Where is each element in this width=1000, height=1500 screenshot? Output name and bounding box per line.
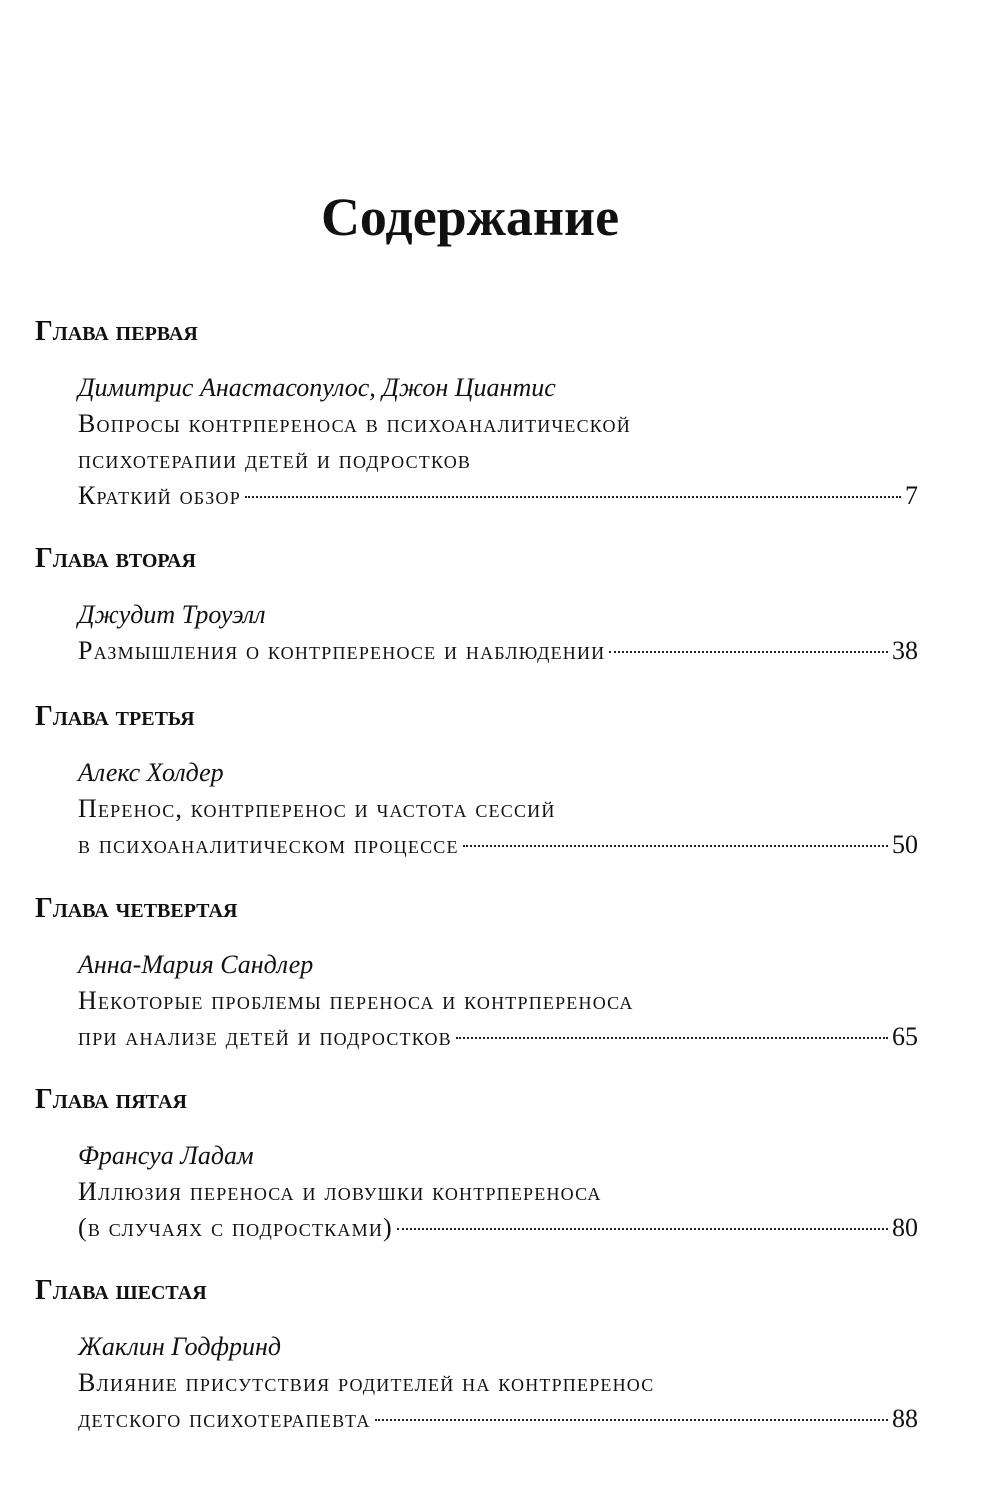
dot-leader	[463, 845, 888, 847]
chapter-title-last-line	[78, 1019, 918, 1055]
page-number: 65	[892, 1022, 918, 1051]
dot-leader	[609, 651, 888, 653]
chapter-title-line: Некоторые проблемы переноса и контрпереноса	[78, 986, 634, 1015]
chapter-author: Алекс Холдер	[78, 758, 224, 787]
chapter-title-last-line	[78, 1210, 918, 1246]
chapter-title-line: Иллюзия переноса и ловушки контрпереноса	[78, 1177, 602, 1206]
chapter-author: Анна-Мария Сандлер	[78, 950, 314, 979]
page-number: 80	[892, 1213, 918, 1242]
chapter-author: Димитрис Анастасопулос, Джон Циантис	[78, 373, 556, 402]
chapter-title-text: в психоаналитическом процессе	[78, 830, 459, 859]
page-number: 50	[892, 830, 918, 859]
page-number: 38	[892, 636, 918, 665]
dot-leader	[375, 1419, 888, 1421]
dot-leader	[397, 1228, 888, 1230]
dot-leader	[456, 1037, 888, 1039]
chapter-heading: Глава пятая	[35, 1084, 187, 1115]
page-title: Содержание	[320, 187, 620, 247]
chapter-title-text: Размышления о контрпереносе и наблюдении	[78, 636, 606, 665]
chapter-title-line: Вопросы контрпереноса в психоаналитической	[78, 409, 631, 438]
page-number: 7	[905, 481, 918, 510]
chapter-heading: Глава первая	[35, 316, 198, 347]
chapter-title-line: Влияние присутствия родителей на контрперенос	[78, 1368, 655, 1397]
chapter-heading: Глава третья	[35, 701, 195, 732]
toc-entry[interactable]	[78, 1329, 918, 1437]
toc-entry[interactable]	[78, 1138, 918, 1246]
chapter-title-last-line	[78, 827, 918, 863]
chapter-title-last-line	[78, 633, 918, 669]
chapter-author: Франсуа Ладам	[78, 1141, 254, 1170]
toc-entry[interactable]	[78, 947, 918, 1055]
toc-entry[interactable]	[78, 597, 918, 669]
toc-entry[interactable]	[78, 370, 918, 514]
chapter-title-last-line	[78, 478, 918, 514]
chapter-author: Джудит Троуэлл	[78, 600, 266, 629]
chapter-title-text: при анализе детей и подростков	[78, 1022, 452, 1051]
chapter-title-line: Перенос, контрперенос и частота сессий	[78, 794, 556, 823]
dot-leader	[245, 496, 901, 498]
chapter-title-line: психотерапии детей и подростков	[78, 445, 472, 474]
chapter-heading: Глава четвертая	[35, 893, 238, 924]
chapter-title-text: (в случаях с подростками)	[78, 1213, 393, 1242]
chapter-title-text: детского психотерапевта	[78, 1404, 371, 1433]
page-number: 88	[892, 1404, 918, 1433]
chapter-title-last-line	[78, 1401, 918, 1437]
chapter-heading: Глава шестая	[35, 1275, 207, 1306]
toc-entry[interactable]	[78, 755, 918, 863]
chapter-title-text: Краткий обзор	[78, 481, 241, 510]
chapter-heading: Глава вторая	[35, 543, 196, 574]
chapter-author: Жаклин Годфринд	[78, 1332, 281, 1361]
